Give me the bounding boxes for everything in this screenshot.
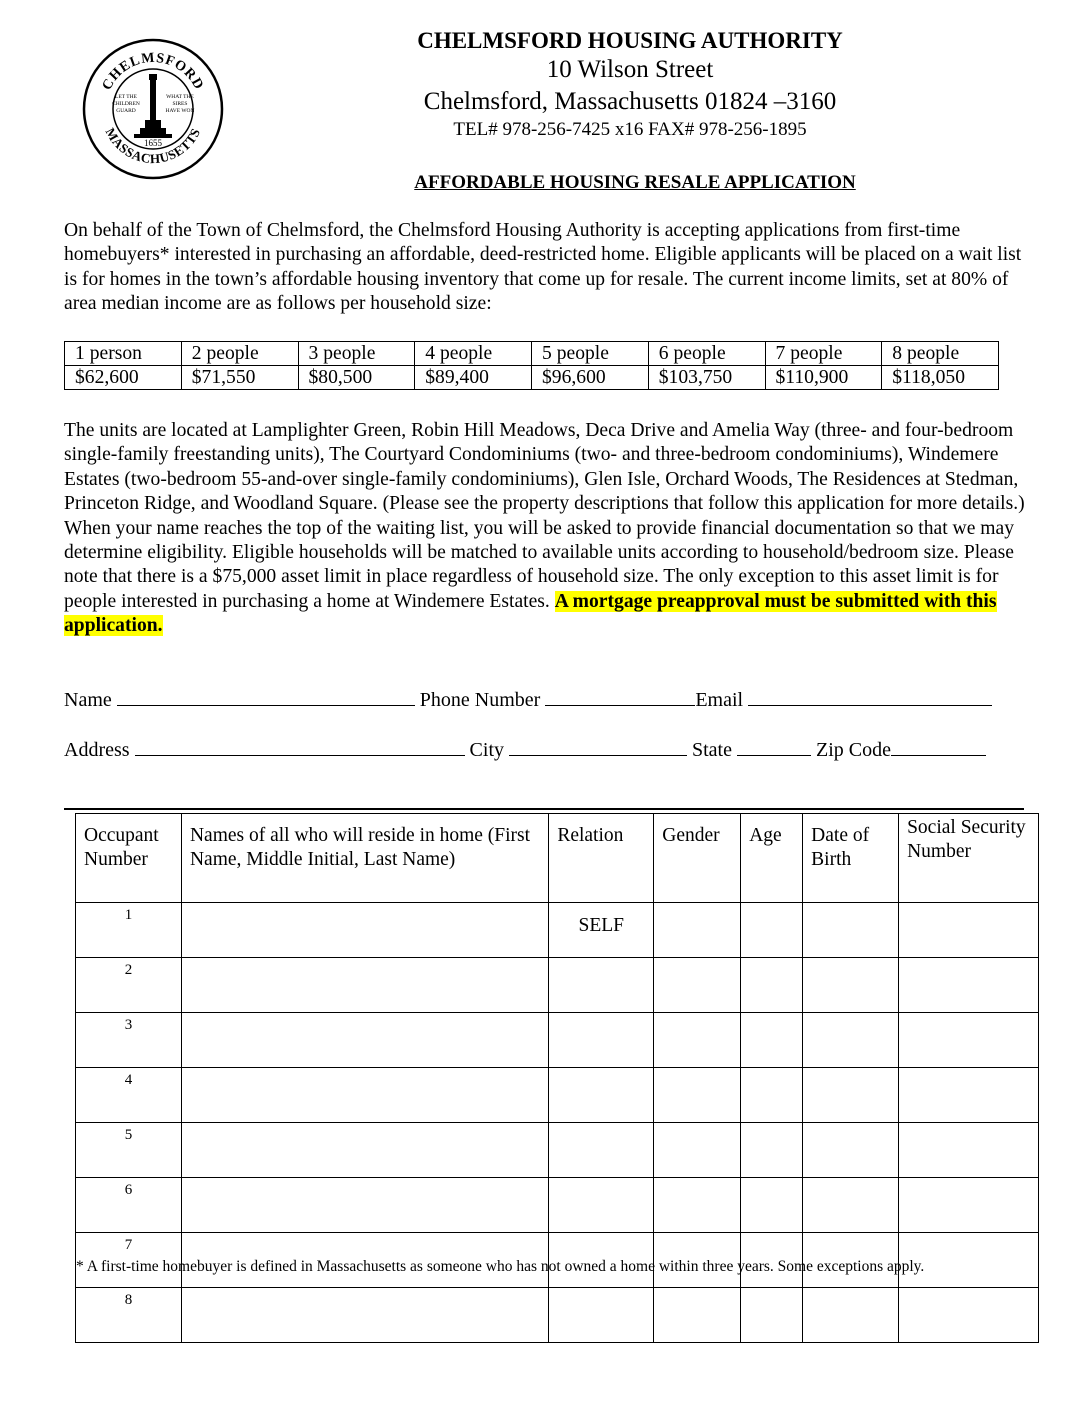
agency-name: CHELMSFORD HOUSING AUTHORITY bbox=[417, 28, 843, 53]
ssn-cell[interactable] bbox=[899, 903, 1039, 958]
ssn-cell[interactable] bbox=[899, 1013, 1039, 1068]
income-limit-cell: $118,050 bbox=[882, 366, 999, 390]
header-ssn: Social Security Number bbox=[899, 814, 1039, 903]
seal-year: 1655 bbox=[144, 138, 162, 148]
town-seal bbox=[82, 38, 224, 180]
letterhead bbox=[330, 28, 930, 142]
income-limit-cell: $103,750 bbox=[648, 366, 765, 390]
seal-motto-right-2: SIRES bbox=[172, 101, 188, 107]
seal-motto-left-3: GUARD bbox=[116, 108, 136, 114]
occupant-number: 8 bbox=[76, 1288, 182, 1343]
age-cell[interactable] bbox=[741, 903, 803, 958]
household-size-cell: 2 people bbox=[181, 342, 298, 366]
relation-cell[interactable] bbox=[549, 1178, 654, 1233]
dob-cell[interactable] bbox=[803, 958, 899, 1013]
household-size-cell: 8 people bbox=[882, 342, 999, 366]
name-field[interactable] bbox=[117, 686, 415, 706]
income-limit-cell: $110,900 bbox=[765, 366, 882, 390]
age-cell[interactable] bbox=[741, 958, 803, 1013]
ssn-cell[interactable] bbox=[899, 1288, 1039, 1343]
seal-motto-left-2: CHILDREN bbox=[112, 101, 140, 107]
income-limit-cell: $62,600 bbox=[65, 366, 182, 390]
gender-cell[interactable] bbox=[654, 1178, 741, 1233]
header-dob: Date of Birth bbox=[803, 814, 899, 903]
state-field[interactable] bbox=[737, 736, 811, 756]
table-row bbox=[76, 1288, 1039, 1343]
ssn-cell[interactable] bbox=[899, 1068, 1039, 1123]
seal-motto-right-3: HAVE WON bbox=[165, 108, 195, 114]
units-description: The units are located at Lamplighter Green, Robin Hill Meadows, Deca Drive and Amelia Way (three- and four-bedroom single-family freestanding units), The Courtyard Condominiums (two- and three-bedroom condominiums), Windemere Estates (two-bedroom 55-and-over single-family condominiums), Glen Isle, Orchard Woods, The Residences at Stedman, Princeton Ridge, and Woodland Square. (Please see the property descriptions that follow this application for more details.) When your name reaches the top of the waiting list, you will be asked to provide financial documentation so that we may determine eligibility. Eligible households will be matched to available units according to household/bedroom size. Please note that there is a $75,000 asset limit in place regardless of household size. The only exception to this asset limit is for people interested in purchasing a home at Windemere Estates. bbox=[64, 420, 1025, 612]
relation-cell[interactable]: SELF bbox=[549, 903, 654, 958]
gender-cell[interactable] bbox=[654, 958, 741, 1013]
seal-top-text: CHELMSFORD bbox=[99, 50, 207, 93]
header-occupant-number: Occupant Number bbox=[76, 814, 182, 903]
header-relation: Relation bbox=[549, 814, 654, 903]
table-row bbox=[76, 1178, 1039, 1233]
occupant-number: 1 bbox=[76, 903, 182, 958]
zip-field[interactable] bbox=[891, 736, 986, 756]
zip-label: Zip Code bbox=[816, 739, 891, 761]
mortgage-preapproval-note: A mortgage preapproval must be submitted with this application. bbox=[64, 590, 997, 637]
ssn-cell[interactable] bbox=[899, 1123, 1039, 1178]
income-limit-row bbox=[65, 366, 999, 390]
form-title: AFFORDABLE HOUSING RESALE APPLICATION bbox=[414, 172, 856, 193]
gender-cell[interactable] bbox=[654, 1288, 741, 1343]
name-cell[interactable] bbox=[181, 1013, 548, 1068]
relation-cell[interactable] bbox=[549, 1013, 654, 1068]
occupant-number: 6 bbox=[76, 1178, 182, 1233]
household-size-cell: 3 people bbox=[298, 342, 415, 366]
name-cell[interactable] bbox=[181, 1288, 548, 1343]
income-limit-cell: $71,550 bbox=[181, 366, 298, 390]
table-row bbox=[76, 1123, 1039, 1178]
seal-bottom-text: MASSACHUSETTS bbox=[102, 125, 204, 167]
age-cell[interactable] bbox=[741, 1288, 803, 1343]
occupant-number: 3 bbox=[76, 1013, 182, 1068]
age-cell[interactable] bbox=[741, 1068, 803, 1123]
dob-cell[interactable] bbox=[803, 1068, 899, 1123]
applicant-address-row bbox=[64, 736, 986, 762]
ssn-cell[interactable] bbox=[899, 958, 1039, 1013]
seal-motto-left-1: LET THE bbox=[115, 94, 137, 100]
income-limit-cell: $96,600 bbox=[532, 366, 649, 390]
footnote: * A first-time homebuyer is defined in Massachusetts as someone who has not owned a home within three years. Some exceptions apply. bbox=[76, 1258, 925, 1275]
income-limits-table bbox=[64, 341, 999, 390]
age-cell[interactable] bbox=[741, 1013, 803, 1068]
name-cell[interactable] bbox=[181, 958, 548, 1013]
occupant-number: 7 bbox=[76, 1233, 182, 1288]
table-row bbox=[76, 1013, 1039, 1068]
table-row bbox=[76, 1068, 1039, 1123]
phone-label: Phone Number bbox=[419, 689, 541, 711]
table-row bbox=[76, 958, 1039, 1013]
household-size-row bbox=[65, 342, 999, 366]
address-label: Address bbox=[64, 739, 130, 761]
applicant-contact-row bbox=[64, 686, 992, 712]
state-label: State bbox=[692, 739, 732, 761]
city-state-zip: Chelmsford, Massachusetts 01824 –3160 bbox=[423, 88, 837, 115]
gender-cell[interactable] bbox=[654, 1013, 741, 1068]
seal-motto-right-1: WHAT THE bbox=[166, 94, 194, 100]
units-paragraph bbox=[64, 419, 1026, 639]
age-cell[interactable] bbox=[741, 1178, 803, 1233]
income-limit-cell: $89,400 bbox=[415, 366, 532, 390]
ssn-cell[interactable] bbox=[899, 1178, 1039, 1233]
household-size-cell: 5 people bbox=[532, 342, 649, 366]
email-label: Email bbox=[695, 689, 744, 711]
table-row bbox=[76, 903, 1039, 958]
email-field[interactable] bbox=[748, 686, 992, 706]
occupant-table-header bbox=[76, 814, 1039, 903]
occupant-number: 4 bbox=[76, 1068, 182, 1123]
street-address: 10 Wilson Street bbox=[546, 56, 714, 83]
age-cell[interactable] bbox=[741, 1123, 803, 1178]
gender-cell[interactable] bbox=[654, 1068, 741, 1123]
contact-numbers: TEL# 978-256-7425 x16 FAX# 978-256-1895 bbox=[453, 119, 807, 140]
relation-cell[interactable] bbox=[549, 958, 654, 1013]
household-size-cell: 7 people bbox=[765, 342, 882, 366]
household-size-cell: 6 people bbox=[648, 342, 765, 366]
dob-cell[interactable] bbox=[803, 1288, 899, 1343]
dob-cell[interactable] bbox=[803, 1123, 899, 1178]
divider bbox=[64, 808, 1024, 810]
phone-field[interactable] bbox=[545, 686, 695, 706]
name-cell[interactable] bbox=[181, 1068, 548, 1123]
occupant-number: 2 bbox=[76, 958, 182, 1013]
header-names: Names of all who will reside in home (First Name, Middle Initial, Last Name) bbox=[181, 814, 548, 903]
name-label: Name bbox=[64, 689, 112, 711]
city-field[interactable] bbox=[509, 736, 687, 756]
occupant-number: 5 bbox=[76, 1123, 182, 1178]
household-size-cell: 1 person bbox=[65, 342, 182, 366]
relation-cell[interactable] bbox=[549, 1288, 654, 1343]
gender-cell[interactable] bbox=[654, 1123, 741, 1178]
income-limit-cell: $80,500 bbox=[298, 366, 415, 390]
name-cell[interactable] bbox=[181, 903, 548, 958]
household-size-cell: 4 people bbox=[415, 342, 532, 366]
city-label: City bbox=[469, 739, 504, 761]
address-field[interactable] bbox=[135, 736, 465, 756]
dob-cell[interactable] bbox=[803, 1013, 899, 1068]
gender-cell[interactable] bbox=[654, 903, 741, 958]
dob-cell[interactable] bbox=[803, 903, 899, 958]
relation-cell[interactable] bbox=[549, 1123, 654, 1178]
dob-cell[interactable] bbox=[803, 1178, 899, 1233]
name-cell[interactable] bbox=[181, 1178, 548, 1233]
header-age: Age bbox=[741, 814, 803, 903]
name-cell[interactable] bbox=[181, 1123, 548, 1178]
intro-paragraph: On behalf of the Town of Chelmsford, the Chelmsford Housing Authority is accepting applications from first-time homebuyers* interested in purchasing an affordable, deed-restricted home. Eligible applicants will be placed on a wait list is for homes in the town’s affordable housing inventory that come up for resale. The current income limits, set at 80% of area median income are as follows per household size: bbox=[64, 220, 1022, 315]
relation-cell[interactable] bbox=[549, 1068, 654, 1123]
header-gender: Gender bbox=[654, 814, 741, 903]
